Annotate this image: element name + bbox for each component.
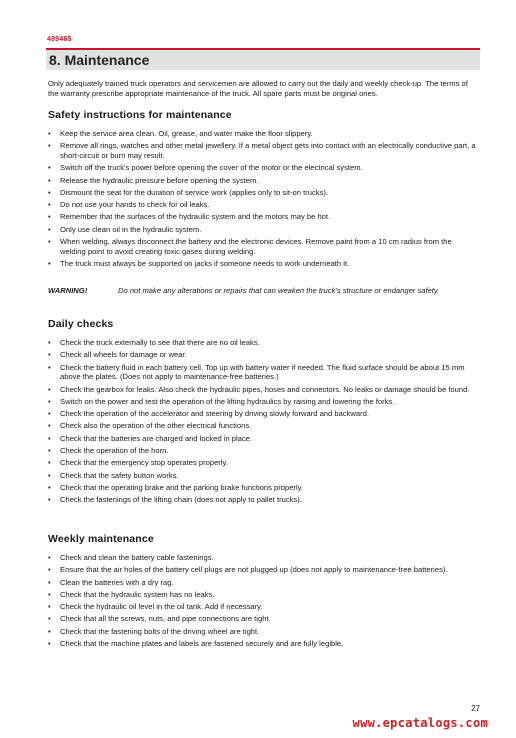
list-item: • Check that the fastening bolts of the driving wheel are tight. — [48, 627, 478, 637]
list-item: • Keep the service area clean. Oil, grease, and water make the floor slippery. — [48, 129, 478, 139]
list-item: • Check that the emergency stop operates properly. — [48, 458, 478, 468]
list-item: • Check the hydraulic oil level in the oil tank. Add if necessary. — [48, 602, 478, 612]
list-item: • Check the operation of the accelerator and steering by driving slowly forward and backward. — [48, 409, 478, 419]
list-item: • Check all wheels for damage or wear. — [48, 350, 478, 360]
watermark: www.epcatalogs.com — [352, 716, 488, 730]
list-item: • Check that the machine plates and labels are fastened securely and are fully legible. — [48, 639, 478, 649]
list-item: • Check that the batteries are charged and locked in place. — [48, 434, 478, 444]
list-item: • When welding, always disconnect the battery and the electronic devices. Remove paint from a 10 cm radius from the welding point to avoid creating toxic gases during welding. — [48, 237, 478, 256]
list-item: • Check the battery fluid in each battery cell. Top up with battery water if needed. The fluid surface should be about 15 mm above the plates. (Does not apply to maintenance-free batteries.) — [48, 363, 478, 382]
weekly-maintenance-list — [48, 553, 478, 651]
list-item: • Check that the hydraulic system has no leaks. — [48, 590, 478, 600]
safety-list — [48, 129, 478, 271]
list-item: • The truck must always be supported on jacks if someone needs to work underneath it. — [48, 259, 478, 269]
list-item: • Check that the safety button works. — [48, 471, 478, 481]
list-item: • Check that all the screws, nuts, and pipe connections are tight. — [48, 614, 478, 624]
list-item: • Check the fastenings of the lifting chain (does not apply to pallet trucks). — [48, 495, 478, 505]
intro-paragraph: Only adequately trained truck operators and servicemen are allowed to carry out the daily and weekly check-up. The terms of the warranty prescribe appropriate maintenance of the truck. All spare parts must be original ones. — [48, 79, 468, 98]
list-item: • Check also the operation of the other electrical functions. — [48, 421, 478, 431]
chapter-title: 8. Maintenance — [49, 52, 150, 68]
document-id: 489465 — [47, 36, 72, 43]
weekly-maintenance-heading: Weekly maintenance — [48, 533, 154, 545]
list-item: • Remember that the surfaces of the hydraulic system and the motors may be hot. — [48, 212, 478, 222]
list-item: • Check the operation of the horn. — [48, 446, 478, 456]
list-item: • Check that the operating brake and the parking brake functions properly. — [48, 483, 478, 493]
warning-note — [48, 286, 478, 296]
chapter-title-bar — [46, 48, 480, 70]
warning-text: Do not make any alterations or repairs that can weaken the truck's structure or endanger safety. — [118, 286, 440, 295]
list-item: • Remove all rings, watches and other metal jewellery. If a metal object gets into contact with an electrically conductive part, a short-circuit or burn may result. — [48, 141, 478, 160]
list-item: • Switch off the truck's power before opening the cover of the motor or the electrical system. — [48, 163, 478, 173]
daily-checks-heading: Daily checks — [48, 318, 114, 330]
list-item: • Only use clean oil in the hydraulic system. — [48, 225, 478, 235]
safety-heading: Safety instructions for maintenance — [48, 109, 232, 121]
list-item: • Check the truck externally to see that there are no oil leaks. — [48, 338, 478, 348]
list-item: • Switch on the power and test the operation of the lifting hydraulics by raising and lowering the forks. — [48, 397, 478, 407]
list-item: • Ensure that the air holes of the battery cell plugs are not plugged up (does not apply to maintenance-free batteries). — [48, 565, 478, 575]
list-item: • Clean the batteries with a dry rag. — [48, 578, 478, 588]
list-item: • Check the gearbox for leaks. Also check the hydraulic pipes, hoses and connectors. No leaks or damage should be found. — [48, 385, 478, 395]
list-item: • Do not use your hands to check for oil leaks. — [48, 200, 478, 210]
list-item: • Check and clean the battery cable fastenings. — [48, 553, 478, 563]
list-item: • Release the hydraulic pressure before opening the system. — [48, 176, 478, 186]
page-number: 27 — [471, 704, 480, 713]
warning-label: WARNING! — [48, 286, 88, 295]
list-item: • Dismount the seat for the duration of service work (applies only to sit-on trucks). — [48, 188, 478, 198]
daily-checks-list — [48, 338, 478, 508]
